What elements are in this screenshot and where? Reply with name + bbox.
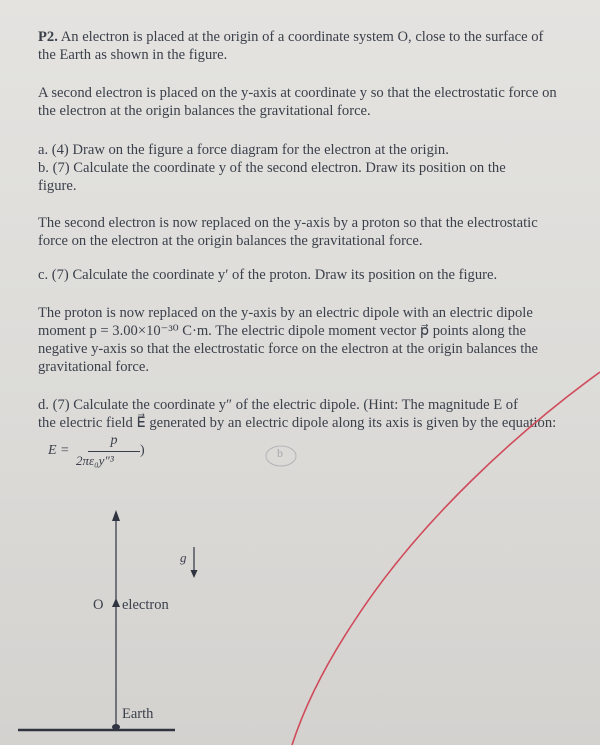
part-b-line-1: b. (7) Calculate the coordinate y of the second electron. Draw its position on the <box>38 160 506 176</box>
pen-curve <box>292 372 600 745</box>
formula-lhs: E = <box>48 443 70 458</box>
gravity-label: g <box>180 550 187 565</box>
problem-number: P2. <box>38 29 58 45</box>
earth-label: Earth <box>122 706 154 722</box>
proton-line-2: force on the electron at the origin balances the gravitational force. <box>38 233 423 249</box>
dipole-line-3: negative y-axis so that the electrostatic force on the electron at the origin balances the <box>38 341 539 357</box>
dipole-line-1: The proton is now replaced on the y-axis by an electric dipole with an electric dipole <box>38 305 533 321</box>
origin-label: O <box>93 597 104 613</box>
formula-close-paren: ) <box>140 443 145 458</box>
second-electron-line-1: A second electron is placed on the y-axis at coordinate y so that the electrostatic force on <box>38 85 557 101</box>
dipole-line-4: gravitational force. <box>38 359 150 375</box>
part-d-line-1: d. (7) Calculate the coordinate y″ of the electric dipole. (Hint: The magnitude E of <box>38 397 518 413</box>
formula-numerator: p <box>110 433 118 448</box>
circled-annotation-text: b <box>277 446 283 460</box>
second-electron-line-2: the electron at the origin balances the gravitational force. <box>38 103 371 119</box>
intro-line-2: the Earth as shown in the figure. <box>38 47 228 63</box>
electron-marker <box>112 598 120 607</box>
part-b-line-2: figure. <box>38 178 77 194</box>
gravity-arrowhead <box>191 570 198 578</box>
dipole-line-2: moment p = 3.00×10⁻³⁰ C·m. The electric dipole moment vector p⃗ points along the <box>38 323 526 339</box>
part-d-line-2: the electric field E⃗ generated by an electric dipole along its axis is given by the equation: <box>38 415 557 431</box>
intro-line-1: An electron is placed at the origin of a coordinate system O, close to the surface of <box>60 29 544 45</box>
y-axis-arrowhead <box>112 510 120 521</box>
part-a-text: a. (4) Draw on the figure a force diagram for the electron at the origin. <box>38 142 449 158</box>
part-c-text: c. (7) Calculate the coordinate y′ of the proton. Draw its position on the figure. <box>38 267 498 283</box>
proton-line-1: The second electron is now replaced on the y-axis by a proton so that the electrostatic <box>38 215 538 231</box>
formula-denominator: 2πε₀y″³ <box>76 453 114 468</box>
earth-contact-dot <box>112 724 120 730</box>
electron-label: electron <box>122 597 169 613</box>
